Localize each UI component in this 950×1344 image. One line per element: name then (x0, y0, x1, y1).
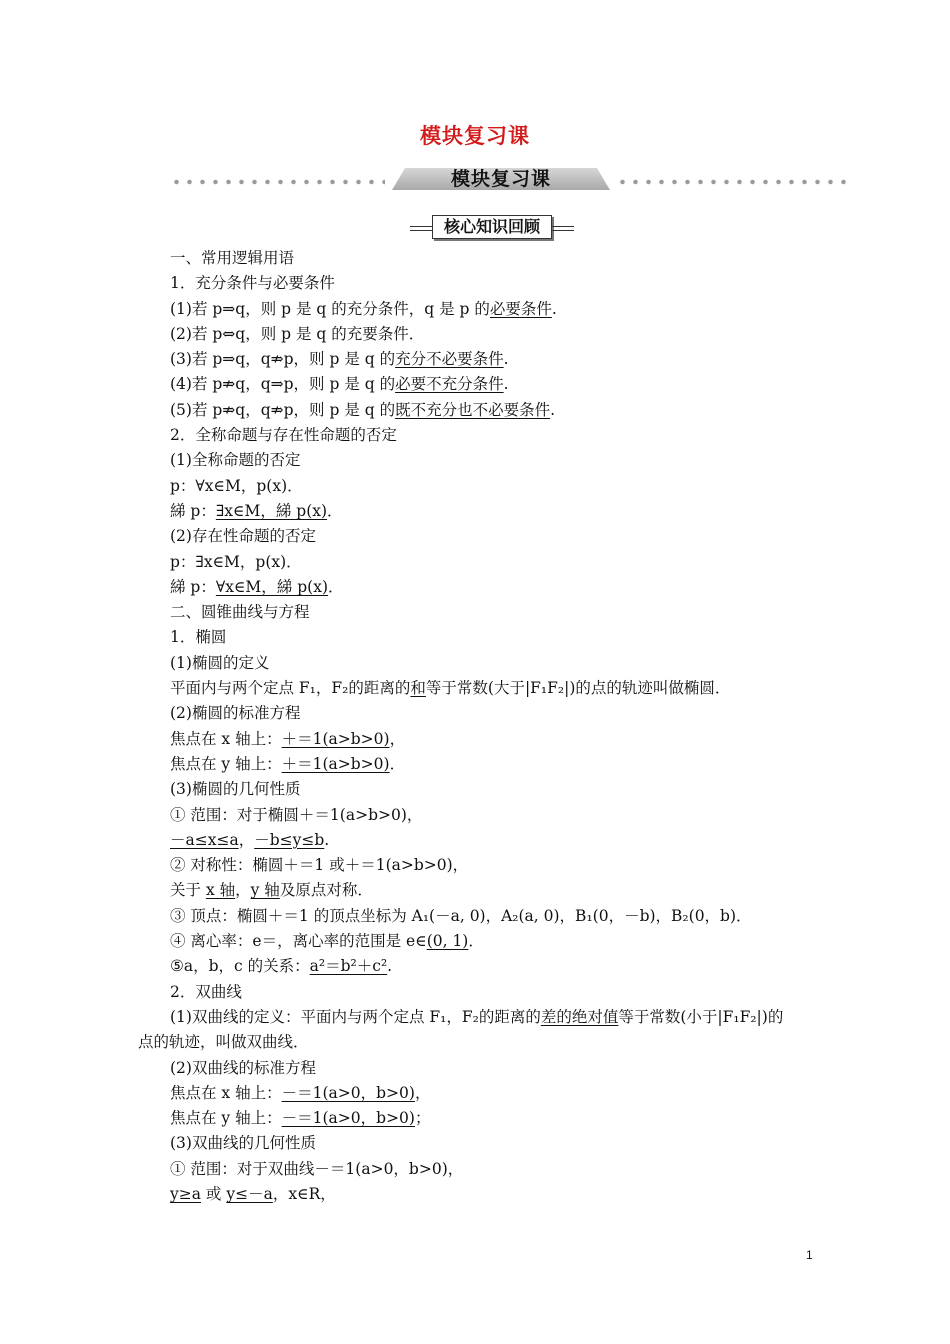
text-line: (1)若 p⇒q，则 p 是 q 的充分条件，q 是 p 的必要条件. (170, 299, 557, 318)
text-line: ① 范围：对于椭圆＋＝1(a>b>0)， (170, 805, 423, 824)
text-line: 焦点在 x 轴上：－＝1(a>0，b>0)， (170, 1083, 431, 1102)
text-line: p：∃x∈M，p(x)． (170, 552, 302, 571)
banner-dots-left (170, 179, 385, 185)
text-line: 2．全称命题与存在性命题的否定 (170, 426, 397, 445)
text-line: (2)存在性命题的否定 (170, 527, 316, 546)
text-line: p：∀x∈M，p(x)． (170, 476, 303, 495)
text-line: 焦点在 x 轴上：＋＝1(a>b>0)， (170, 729, 406, 748)
text-line: 2．双曲线 (170, 982, 242, 1001)
page-number: 1 (806, 1248, 813, 1262)
text-line: ① 范围：对于双曲线－＝1(a>0，b>0)， (170, 1159, 464, 1178)
text-line: 关于 x 轴，y 轴及原点对称． (170, 881, 373, 900)
section-heading (410, 215, 574, 239)
text-line: ⑤a，b，c 的关系：a²＝b²＋c². (170, 957, 393, 976)
text-line: (3)双曲线的几何性质 (170, 1134, 316, 1153)
text-line: (1)全称命题的否定 (170, 451, 301, 470)
text-line: (2)双曲线的标准方程 (170, 1058, 316, 1077)
text-line: －a≤x≤a，－b≤y≤b. (170, 830, 330, 849)
text-line: y≥a 或 y≤－a，x∈R， (170, 1184, 336, 1203)
banner-label: 模块复习课 (450, 168, 551, 190)
text-line: ③ 顶点：椭圆＋＝1 的顶点坐标为 A₁(－a, 0)，A₂(a, 0)，B₁(0，－b)，B₂(0，b)． (170, 906, 752, 925)
text-line: (4)若 p⇏q，q⇒p，则 p 是 q 的必要不充分条件. (170, 375, 509, 394)
text-line: 点的轨迹，叫做双曲线． (138, 1033, 309, 1052)
text-line: (1)椭圆的定义 (170, 653, 270, 672)
text-line: (3)若 p⇒q，q⇏p，则 p 是 q 的充分不必要条件. (170, 350, 509, 369)
page-title: 模块复习课 (420, 123, 530, 148)
text-line: 一、常用逻辑用语 (170, 249, 295, 267)
text-line: 平面内与两个定点 F₁，F₂的距离的和等于常数(大于|F₁F₂|)的点的轨迹叫做椭圆． (170, 679, 731, 698)
banner-dots-right (616, 179, 846, 185)
module-banner (170, 168, 846, 194)
section-heading-label: 核心知识回顾 (432, 215, 552, 239)
text-line: (2)椭圆的标准方程 (170, 704, 301, 723)
text-line: (3)椭圆的几何性质 (170, 780, 301, 799)
text-line: 綈 p：∃x∈M，綈 p(x)． (170, 501, 343, 520)
text-line: (1)双曲线的定义：平面内与两个定点 F₁，F₂的距离的差的绝对值等于常数(小于|F₁F₂|)的 (170, 1007, 784, 1026)
text-line: 1．充分条件与必要条件 (170, 274, 335, 293)
text-line: ④ 离心率：e＝，离心率的范围是 e∈(0, 1)． (170, 932, 484, 951)
text-line: 焦点在 y 轴上：＋＝1(a>b>0)． (170, 754, 406, 773)
text-line: (5)若 p⇏q，q⇏p，则 p 是 q 的既不充分也不必要条件. (170, 400, 556, 419)
document-body (138, 246, 818, 1207)
text-line: 綈 p：∀x∈M，綈 p(x)． (170, 577, 344, 596)
text-line: 二、圆锥曲线与方程 (170, 603, 310, 622)
text-line: 1．椭圆 (170, 628, 227, 647)
text-line: ② 对称性：椭圆＋＝1 或＋＝1(a>b>0)， (170, 856, 469, 875)
text-line: 焦点在 y 轴上：－＝1(a>0，b>0)； (170, 1109, 431, 1128)
text-line: (2)若 p⇔q，则 p 是 q 的充要条件． (170, 324, 425, 343)
